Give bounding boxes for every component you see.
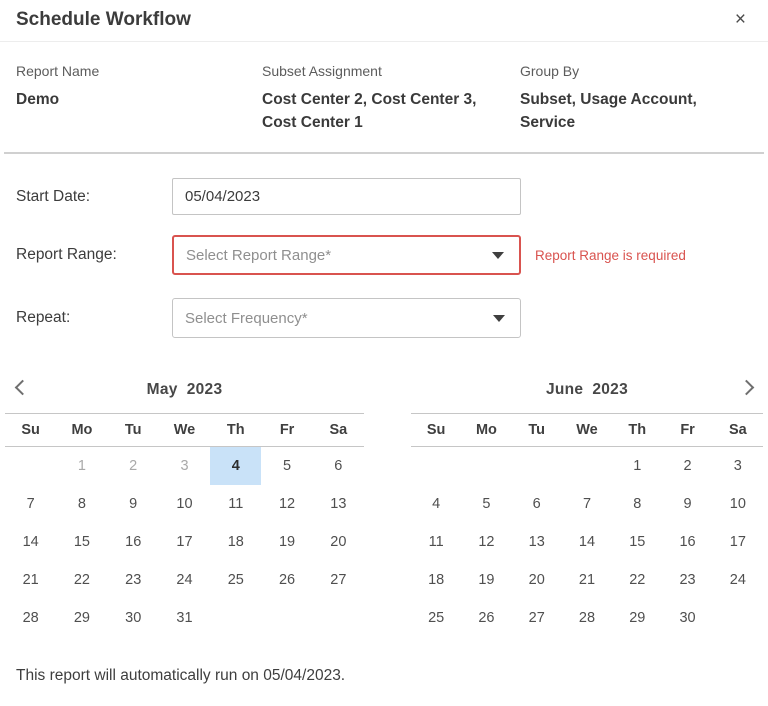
weekday-label: Su — [21, 422, 40, 438]
calendar-day[interactable]: 3 — [733, 458, 742, 474]
calendar-day[interactable]: 22 — [629, 572, 646, 588]
calendar-may-header — [5, 367, 364, 413]
calendar-day[interactable]: 8 — [77, 496, 86, 512]
calendar-day[interactable]: 11 — [228, 496, 244, 512]
calendar-may — [5, 367, 364, 637]
calendar-day[interactable]: 20 — [330, 534, 347, 550]
calendar-day[interactable]: 7 — [26, 496, 35, 512]
calendar-day[interactable]: 27 — [330, 572, 347, 588]
calendar-day[interactable]: 17 — [176, 534, 193, 550]
calendar-day[interactable]: 30 — [125, 610, 142, 626]
repeat-placeholder: Select Frequency* — [185, 309, 308, 327]
calendar-day[interactable]: 14 — [578, 534, 596, 550]
calendar-day[interactable]: 22 — [73, 572, 90, 588]
group-by-label: Group By — [520, 63, 580, 79]
calendar-day[interactable]: 6 — [334, 458, 343, 474]
calendar-day: 2 — [129, 458, 138, 474]
calendar-day[interactable]: 18 — [428, 572, 445, 588]
calendar-day[interactable]: 16 — [679, 534, 696, 550]
weekday-label: We — [576, 422, 598, 438]
calendar-day[interactable]: 10 — [729, 496, 746, 512]
calendar-day: 3 — [180, 458, 189, 474]
subset-assignment-block — [262, 63, 520, 134]
calendar-day[interactable]: 5 — [482, 496, 491, 512]
weekday-label: Sa — [728, 422, 747, 438]
calendar-june — [411, 367, 763, 637]
start-date-row — [16, 178, 752, 215]
weekday-label: Fr — [279, 422, 295, 438]
calendar-day[interactable]: 11 — [428, 534, 444, 550]
weekday-label: Th — [628, 422, 647, 438]
report-name-value: Demo — [16, 91, 60, 108]
schedule-form — [0, 154, 768, 338]
repeat-row — [16, 298, 752, 338]
calendar-empty-cell — [411, 447, 461, 485]
weekday-header — [5, 413, 364, 447]
calendar-day[interactable]: 20 — [528, 572, 545, 588]
report-summary — [0, 42, 768, 152]
calendar-day[interactable]: 9 — [683, 496, 692, 512]
repeat-select[interactable] — [172, 298, 521, 338]
group-by-block — [520, 63, 752, 134]
report-range-placeholder: Select Report Range* — [186, 246, 332, 264]
calendar-day[interactable]: 2 — [683, 458, 692, 474]
calendar-day[interactable]: 23 — [125, 572, 142, 588]
calendar-day[interactable]: 1 — [633, 458, 642, 474]
dialog-title: Schedule Workflow — [16, 8, 191, 30]
weekday-label: Sa — [329, 422, 348, 438]
weekday-label: We — [173, 422, 196, 438]
calendar-day[interactable]: 28 — [578, 610, 596, 626]
calendar-day: 1 — [77, 458, 86, 474]
auto-run-note: This report will automatically run on 05/04/2023. — [16, 667, 346, 684]
calendar-day[interactable]: 6 — [532, 496, 541, 512]
calendar-day[interactable]: 5 — [283, 458, 292, 474]
report-name-label: Report Name — [16, 63, 100, 79]
calendar-day[interactable]: 19 — [478, 572, 495, 588]
report-range-error: Report Range is required — [535, 247, 686, 263]
chevron-down-icon — [493, 315, 505, 322]
calendar-day[interactable]: 26 — [478, 610, 495, 626]
weekday-label: Mo — [475, 422, 497, 438]
report-range-label: Report Range: — [16, 246, 117, 263]
calendar-day[interactable]: 12 — [478, 534, 495, 550]
calendar-day[interactable]: 31 — [176, 610, 193, 626]
calendar-june-header — [411, 367, 763, 413]
group-by-value: Subset, Usage Account, Service — [520, 91, 697, 131]
weekday-header — [411, 413, 763, 447]
calendar-day[interactable]: 16 — [125, 534, 142, 550]
weekday-label: Fr — [680, 422, 695, 438]
calendar-day[interactable]: 13 — [528, 534, 545, 550]
calendar-day[interactable]: 13 — [330, 496, 347, 512]
calendar-empty-cell — [562, 447, 612, 485]
calendar-day[interactable]: 26 — [278, 572, 296, 588]
calendar-day[interactable]: 23 — [679, 572, 696, 588]
chevron-left-icon[interactable] — [7, 375, 33, 401]
calendar-day[interactable]: 25 — [227, 572, 244, 588]
calendar-day[interactable]: 27 — [528, 610, 545, 626]
calendar-day[interactable]: 15 — [73, 534, 90, 550]
subset-assignment-label: Subset Assignment — [262, 63, 382, 79]
calendar-day[interactable]: 19 — [278, 534, 296, 550]
close-icon[interactable]: × — [729, 8, 752, 31]
report-name-block — [16, 63, 262, 134]
calendar-empty-cell — [461, 447, 511, 485]
calendar-day[interactable]: 25 — [428, 610, 445, 626]
calendar-day[interactable]: 21 — [578, 572, 596, 588]
weekday-label: Tu — [528, 422, 546, 438]
calendar-day[interactable]: 24 — [729, 572, 746, 588]
chevron-down-icon — [492, 252, 504, 259]
weekday-label: Tu — [124, 422, 142, 438]
calendar-section — [0, 367, 768, 637]
calendar-empty-cell — [512, 447, 562, 485]
calendar-day[interactable]: 4 — [432, 496, 441, 512]
calendar-day[interactable]: 29 — [629, 610, 646, 626]
calendar-day[interactable]: 21 — [22, 572, 39, 588]
calendar-day[interactable]: 10 — [176, 496, 193, 512]
calendar-day[interactable]: 9 — [129, 496, 138, 512]
calendar-day[interactable]: 30 — [679, 610, 696, 626]
calendar-day[interactable]: 28 — [22, 610, 39, 626]
weekday-label: Su — [426, 422, 446, 438]
calendar-empty-cell — [5, 447, 56, 485]
calendar-day[interactable]: 12 — [278, 496, 296, 512]
calendar-day[interactable]: 18 — [227, 534, 244, 550]
calendar-day[interactable]: 17 — [729, 534, 746, 550]
calendar-day[interactable]: 14 — [22, 534, 39, 550]
calendar-day[interactable]: 7 — [582, 496, 592, 512]
calendar-day[interactable]: 29 — [73, 610, 90, 626]
calendar-day[interactable]: 24 — [176, 572, 193, 588]
start-date-input[interactable] — [172, 178, 521, 215]
calendar-may-days — [5, 447, 364, 637]
start-date-label: Start Date: — [16, 187, 91, 205]
calendar-day[interactable]: 8 — [633, 496, 642, 512]
calendar-june-title: June 2023 — [545, 381, 629, 398]
calendar-may-title: May 2023 — [146, 381, 223, 398]
weekday-label: Th — [226, 422, 245, 438]
calendar-day[interactable]: 15 — [629, 534, 646, 550]
calendar-day[interactable]: 4 — [210, 447, 261, 485]
chevron-right-icon[interactable] — [735, 375, 761, 401]
weekday-label: Mo — [71, 422, 93, 438]
calendar-june-days — [411, 447, 763, 637]
report-range-select[interactable] — [172, 235, 521, 275]
repeat-label: Repeat: — [16, 309, 71, 326]
subset-assignment-value: Cost Center 2, Cost Center 3, Cost Center 1 — [262, 91, 477, 131]
dialog-header — [0, 0, 768, 42]
report-range-row — [16, 235, 752, 275]
